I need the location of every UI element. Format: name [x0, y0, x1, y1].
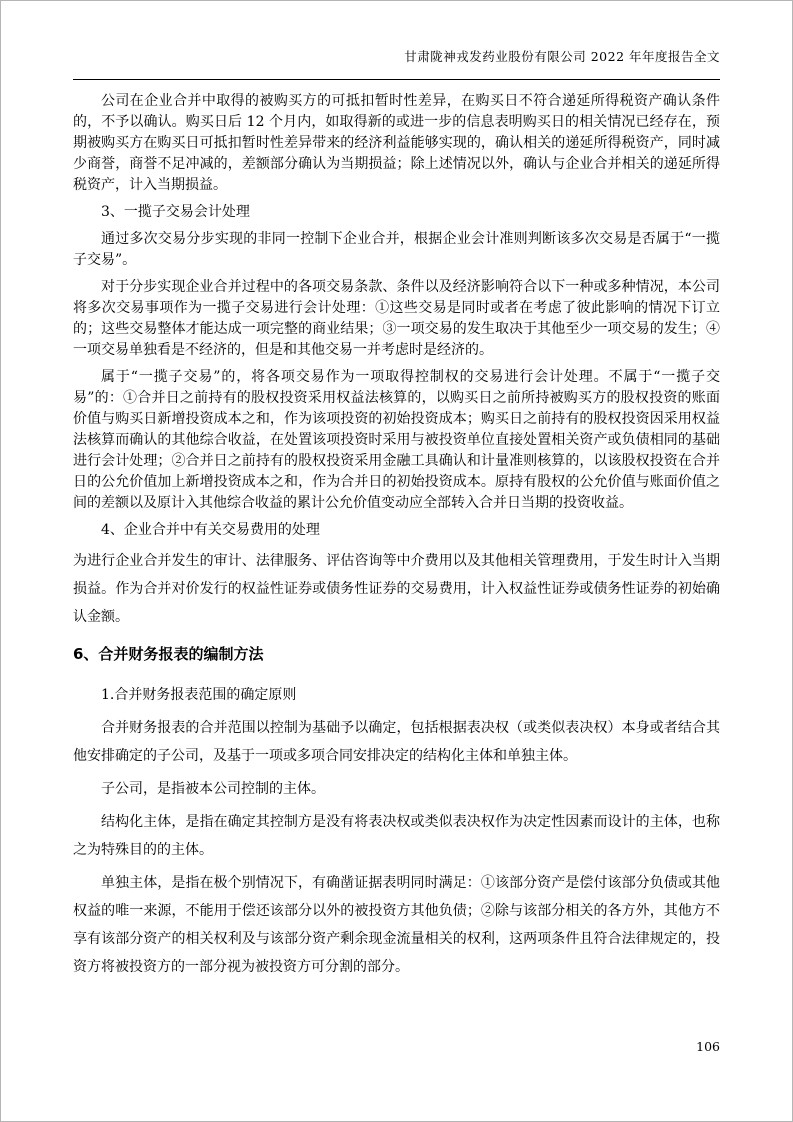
- document-body: [73, 91, 720, 986]
- paragraph-transaction-costs: 为进行企业合并发生的审计、法律服务、评估咨询等中介费用以及其他相关管理费用，于发生时计入当期损益。作为合并对价发行的权益性证券或债务性证券的交易费用，计入权益性证券或债务性证券的初始确认金额。: [73, 553, 720, 625]
- paragraph-package-deal-criteria: 对于分步实现企业合并过程中的各项交易条款、条件以及经济影响符合以下一种或多种情况，本公司将多次交易事项作为一揽子交易进行会计处理：①这些交易是同时或者在考虑了彼此影响的情况下订立的；这些交易整体才能达成一项完整的商业结果；③一项交易的发生取决于其他至少一项交易的发生；④一项交易单独看是不经济的，但是和其他交易一并考虑时是经济的。: [73, 279, 720, 358]
- paragraph-multi-step-merger: 通过多次交易分步实现的非同一控制下企业合并，根据企业会计准则判断该多次交易是否属于“一揽子交易”。: [73, 231, 720, 268]
- report-header-title: 甘肃陇神戎发药业股份有限公司 2022 年年度报告全文: [404, 49, 720, 64]
- page-footer: [696, 1039, 720, 1054]
- paragraph-separate-entity-definition: 单独主体，是指在极个别情况下，有确凿证据表明同时满足：①该部分资产是偿付该部分负债或其他权益的唯一来源，不能用于偿还该部分以外的被投资方其他负债；②除与该部分相关的各方外，其他方不享有该部分资产的相关权利及与该部分资产剩余现金流量相关的权利，这两项条件且符合法律规定的，投资方将被投资方的一部分视为被投资方可分割的部分。: [73, 875, 720, 975]
- page-number: 106: [696, 1039, 720, 1054]
- paragraph-package-deal-treatment: 属于“一揽子交易”的，将各项交易作为一项取得控制权的交易进行会计处理。不属于“一揽子交易”的：①合并日之前持有的股权投资采用权益法核算的，以购买日之前所持被购买方的股权投资的账面价值与购买日新增投资成本之和，作为该项投资的初始投资成本；购买日之前持有的股权投资因采用权益法核算而确认的其他综合收益，在处置该项投资时采用与被投资单位直接处置相关资产或负债相同的基础进行会计处理；②合并日之前持有的股权投资采用金融工具确认和计量准则核算的，以该股权投资在合并日的公允价值加上新增投资成本之和，作为合并日的初始投资成本。原持有股权的公允价值与账面价值之间的差额以及原计入其他综合收益的累计公允价值变动应全部转入合并日当期的投资收益。: [73, 369, 720, 511]
- paragraph-consolidation-scope: 合并财务报表的合并范围以控制为基础予以确定，包括根据表决权（或类似表决权）本身或者结合其他安排确定的子公司，及基于一项或多项合同安排决定的结构化主体和单独主体。: [73, 720, 720, 764]
- page-header: [73, 47, 720, 65]
- subheading-transaction-costs: 4、企业合并中有关交易费用的处理: [101, 522, 320, 538]
- paragraph-structured-entity-definition: 结构化主体，是指在确定其控制方是没有将表决权或类似表决权作为决定性因素而设计的主体，也称之为特殊目的的主体。: [73, 814, 720, 858]
- subheading-package-deal-accounting: 3、一揽子交易会计处理: [101, 204, 250, 220]
- paragraph-deferred-tax: 公司在企业合并中取得的被购买方的可抵扣暂时性差异，在购买日不符合递延所得税资产确认条件的，不予以确认。购买日后 12 个月内，如取得新的或进一步的信息表明购买日的相关情况已经存在，预期被购买方在购买日可抵扣暂时性差异带来的经济利益能够实现的，确认相关的递延所得税资产，同时减少商誉，商誉不足冲减的，差额部分确认为当期损益；除上述情况以外，确认与企业合并相关的递延所得税资产，计入当期损益。: [73, 93, 720, 193]
- paragraph-subsidiary-definition: 子公司，是指被本公司控制的主体。: [101, 781, 325, 797]
- section-heading-consolidated-statements: 6、合并财务报表的编制方法: [73, 645, 264, 663]
- subheading-consolidation-scope-principle: 1.合并财务报表范围的确定原则: [101, 687, 297, 703]
- header-divider: [73, 79, 720, 80]
